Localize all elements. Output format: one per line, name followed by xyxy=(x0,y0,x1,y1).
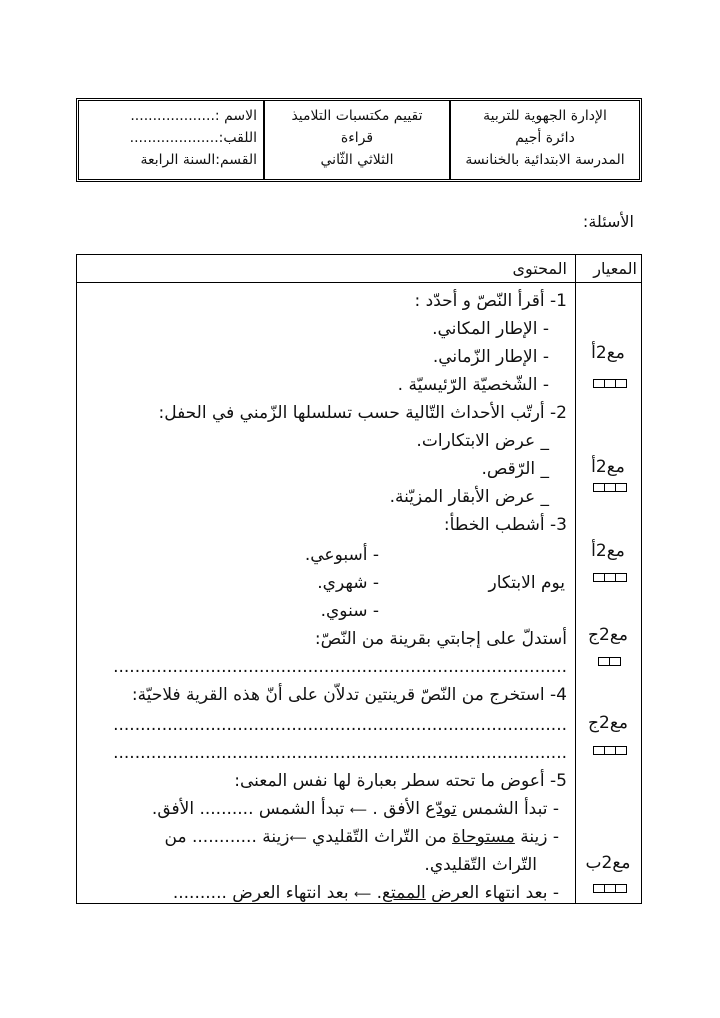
question-5-item-1 xyxy=(152,796,559,823)
content-header: المحتوى xyxy=(512,259,567,278)
question-1: 1- أقرأ النّصّ و أحدّد : xyxy=(414,291,567,311)
score-boxes[interactable] xyxy=(594,483,627,492)
criterion-label: مع2أ xyxy=(591,541,625,561)
arrow-icon: ⟵ xyxy=(353,887,372,901)
question-5-item-3 xyxy=(173,880,559,907)
criterion-label: مع2ج xyxy=(588,713,628,733)
header-institution xyxy=(449,101,639,179)
criterion-column xyxy=(575,255,641,903)
question-1-item: - الإطار الزّماني. xyxy=(432,347,549,367)
q5a-answer[interactable]: تبدأ الشمس .......... الأفق. xyxy=(151,799,350,819)
q5b-underlined: مستوحاة xyxy=(452,827,515,847)
q5c-underlined: الممتع xyxy=(382,883,426,903)
question-5-item-2 xyxy=(165,824,559,851)
question-2-item: _ الرّقص. xyxy=(481,459,549,479)
criterion-label: مع2ج xyxy=(588,625,628,645)
question-3-option[interactable]: - شهري. xyxy=(317,573,379,593)
score-boxes[interactable] xyxy=(599,657,621,666)
student-class-field: القسم:السنة الرابعة xyxy=(140,152,257,168)
question-1-item: - الإطار المكاني. xyxy=(432,319,549,339)
question-2-item: _ عرض الابتكارات. xyxy=(416,431,549,451)
q5c-answer[interactable]: بعد انتهاء العرض .......... xyxy=(172,883,354,903)
header-mid-line3: الثلاثي الثّاني xyxy=(320,152,394,168)
question-3-day: يوم الابتكار xyxy=(488,573,565,593)
header-mid-line2: قراءة xyxy=(340,130,374,146)
header-title xyxy=(263,101,449,179)
criterion-label: مع2أ xyxy=(591,457,625,477)
arrow-icon: ⟵ xyxy=(289,831,307,845)
question-2-item: _ عرض الأبقار المزيّنة. xyxy=(389,487,549,507)
score-boxes[interactable] xyxy=(594,746,627,755)
header-box xyxy=(76,98,642,182)
table-header-row xyxy=(77,255,641,283)
questions-table xyxy=(76,254,642,904)
answer-dots[interactable]: .................................................................................... xyxy=(113,657,567,677)
q5b-pre: - زينة xyxy=(514,827,559,847)
answer-dots[interactable]: .................................................................................... xyxy=(113,743,567,763)
student-name-field[interactable]: الاسم :................... xyxy=(130,108,257,124)
question-3: 3- أشطب الخطأ: xyxy=(443,515,567,535)
q5c-post: . xyxy=(376,883,382,903)
q5a-post: الأفق . xyxy=(372,799,426,819)
score-boxes[interactable] xyxy=(594,379,627,388)
arrow-icon: ⟵ xyxy=(349,803,367,817)
question-3-option[interactable]: - سنوي. xyxy=(320,601,379,621)
question-5: 5- أعوض ما تحته سطر بعبارة لها نفس المعنى: xyxy=(234,771,567,791)
header-right-line2: دائرة أجيم xyxy=(515,130,575,146)
header-mid-line1: تقييم مكتسبات التلاميذ xyxy=(291,108,423,124)
question-2: 2- أرتّب الأحداث التّالية حسب تسلسلها الزّمني في الحفل: xyxy=(158,403,567,423)
question-3-proof: أستدلّ على إجابتي بقرينة من النّصّ: xyxy=(314,629,567,649)
header-right-line3: المدرسة الابتدائية بالخنانسة xyxy=(465,152,625,168)
header-student-info xyxy=(79,101,263,179)
q5a-pre: - تبدأ الشمس xyxy=(456,799,559,819)
question-3-option[interactable]: - أسبوعي. xyxy=(304,545,379,565)
answer-dots[interactable]: .................................................................................... xyxy=(113,715,567,735)
q5b-answer[interactable]: زينة ............ من xyxy=(164,827,290,847)
criterion-label: مع2ب xyxy=(585,853,631,873)
q5c-pre: - بعد انتهاء العرض xyxy=(425,883,559,903)
question-4: 4- استخرج من النّصّ قرينتين تدلاّن على أنّ هذه القرية فلاحيّة: xyxy=(131,685,567,705)
criterion-label: مع2أ xyxy=(591,343,625,363)
score-boxes[interactable] xyxy=(594,884,627,893)
header-right-line1: الإدارة الجهوية للتربية xyxy=(483,108,607,124)
questions-label: الأسئلة: xyxy=(582,212,634,231)
criterion-header: المعيار xyxy=(593,259,637,278)
q5a-underlined: تودّع xyxy=(425,799,457,819)
question-5-item-2-cont: التّراث التّقليدي. xyxy=(424,855,537,875)
q5b-post: من التّراث التّقليدي xyxy=(312,827,453,847)
student-surname-field[interactable]: اللقب:.................... xyxy=(129,130,257,146)
question-1-item: - الشّخصيّة الرّئيسيّة . xyxy=(397,375,549,395)
score-boxes[interactable] xyxy=(594,573,627,582)
